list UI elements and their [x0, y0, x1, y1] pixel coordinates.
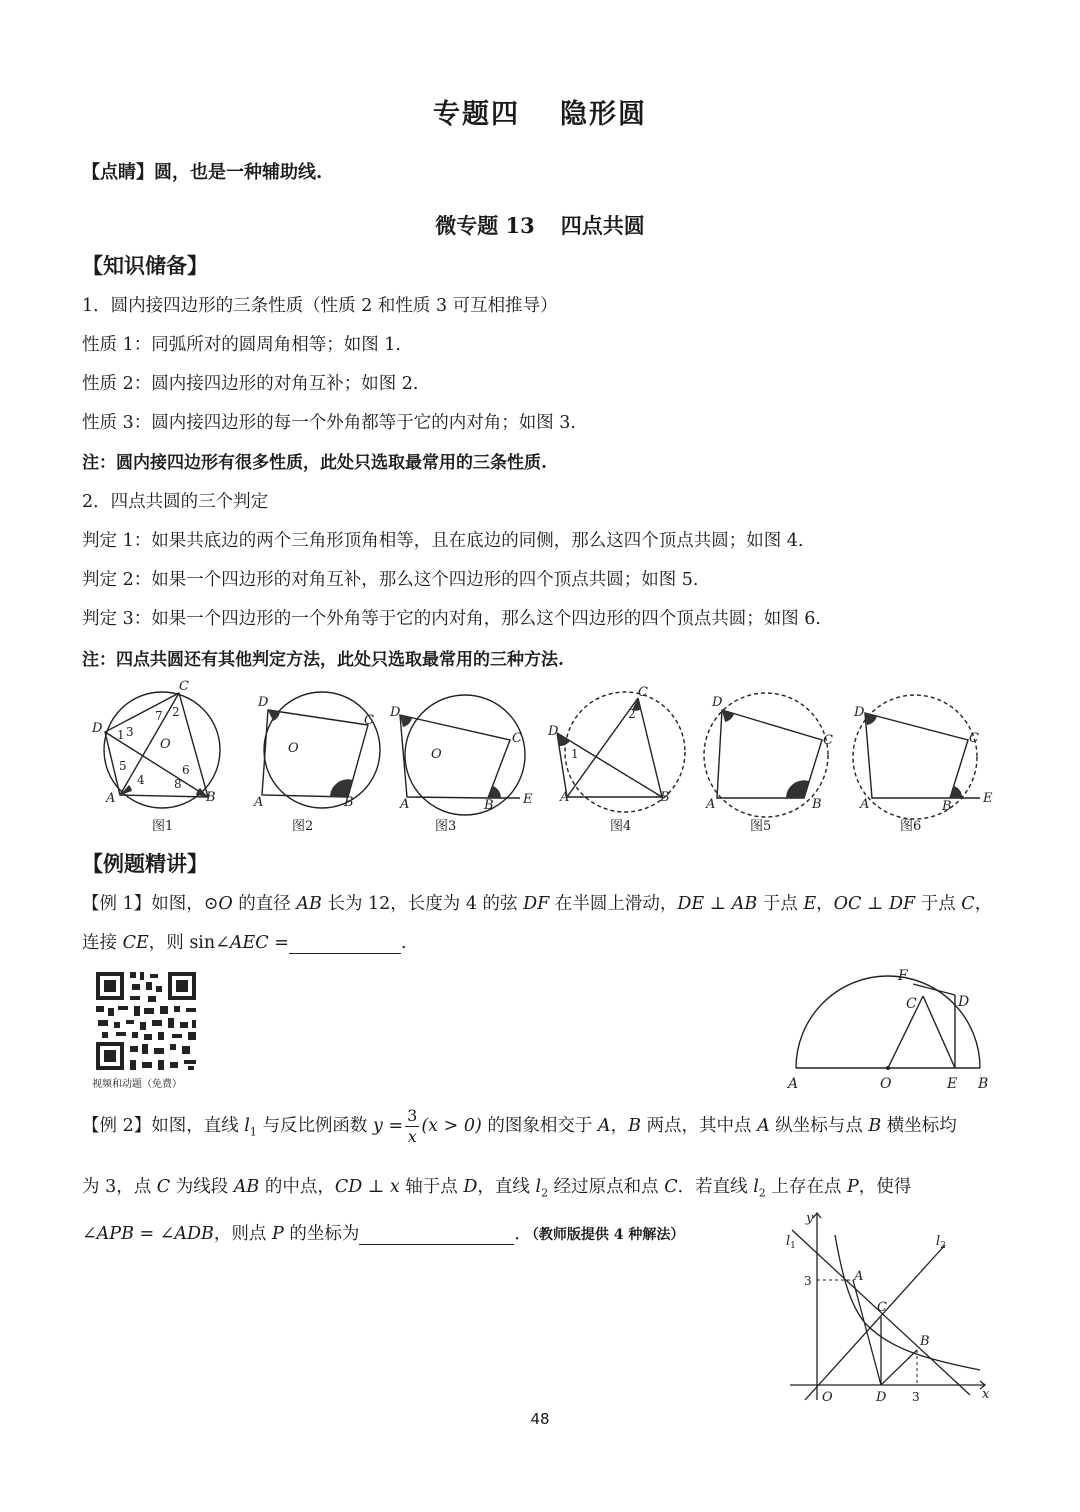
note-1: 注：圆内接四边形有很多性质，此处只选取最常用的三条性质.	[82, 453, 547, 473]
svg-text:l1: $l_1$	[786, 1234, 796, 1251]
svg-text:B: B	[812, 797, 822, 812]
qr-caption: 视频和动题（免费）	[92, 1079, 182, 1090]
subtitle: 微专题 13 四点共圆	[435, 213, 645, 238]
fraction-3-over-x: $\frac{3}{x}$	[407, 1106, 418, 1146]
svg-text:D: D	[92, 721, 103, 736]
svg-text:图2: 图2	[292, 819, 314, 834]
property-1: 性质 1：同弧所对的圆周角相等；如图 1.	[82, 335, 401, 355]
section-knowledge: 【知识储备】	[82, 253, 208, 278]
page-title: 专题四 隐形圆	[433, 99, 647, 130]
svg-text:7: 7	[155, 709, 163, 723]
svg-text:D: D	[712, 695, 723, 710]
tip-line: 【点睛】圆，也是一种辅助线.	[82, 162, 323, 183]
example1-line1: 【例 1】如图，⊙O 的直径 AB 长为 12，长度为 4 的弦 DF 在半圆上滑动，DE ⊥ AB 于点 E，OC ⊥ DF 于点 C，	[82, 894, 993, 914]
svg-text:A: A	[788, 1076, 799, 1092]
svg-text:l2: $l_2$	[936, 1234, 946, 1251]
note-2: 注：四点共圆还有其他判定方法，此处只选取最常用的三种方法.	[82, 650, 564, 670]
svg-text:2: 2	[172, 705, 180, 719]
svg-text:C: C	[823, 733, 833, 748]
property-2: 性质 2：圆内接四边形的对角互补；如图 2.	[82, 374, 419, 394]
svg-text:5: 5	[119, 759, 127, 773]
svg-text:B: B	[206, 790, 216, 805]
example2-graph	[780, 1205, 995, 1405]
svg-text:A: A	[254, 795, 264, 810]
knowledge-heading-1: 1．圆内接四边形的三条性质（性质 2 和性质 3 可互相推导）	[82, 296, 558, 316]
svg-text:E: E	[523, 792, 533, 807]
svg-text:D: D	[876, 1390, 887, 1405]
svg-text:图4: 图4	[610, 819, 632, 834]
svg-text:D: D	[258, 695, 269, 710]
svg-text:图1: 图1	[152, 819, 174, 834]
svg-text:C: C	[969, 731, 979, 746]
svg-text:D: D	[854, 705, 865, 720]
svg-text:O: O	[822, 1390, 833, 1405]
property-3: 性质 3：圆内接四边形的每一个外角都等于它的内对角；如图 3.	[82, 413, 576, 433]
example2-line2: 为 3，点 C 为线段 AB 的中点，CD ⊥ x 轴于点 D，直线 $l_2$ 经过原点和点 C．若直线 $l_2$ 上存在点 P，使得	[82, 1177, 912, 1200]
judgement-2: 判定 2：如果一个四边形的对角互补，那么这个四边形的四个顶点共圆；如图 5.	[82, 570, 699, 590]
page-number: 48	[530, 1410, 550, 1428]
svg-text:3: 3	[126, 725, 134, 739]
svg-text:B: B	[978, 1076, 989, 1092]
svg-text:A: A	[400, 797, 410, 812]
svg-text:C: C	[179, 680, 189, 694]
example1-line2: 连接 CE，则 sin∠AEC = .	[82, 933, 407, 953]
svg-text:图6: 图6	[900, 819, 922, 834]
svg-text:C: C	[877, 1300, 887, 1315]
svg-text:1: 1	[117, 728, 125, 742]
svg-text:B: B	[484, 798, 494, 813]
svg-text:图5: 图5	[750, 819, 772, 834]
svg-text:C: C	[906, 996, 917, 1012]
svg-text:C: C	[638, 685, 648, 700]
svg-text:B: B	[920, 1334, 930, 1349]
example2-line1: 【例 2】如图，直线 $l_1$ 与反比例函数 y = $\frac{3}{x}$ (x > 0) 的图象相交于 A，B 两点，其中点 A 纵坐标与点 B 横坐标均	[82, 1106, 957, 1146]
svg-text:D: D	[958, 994, 970, 1010]
svg-text:C: C	[364, 713, 374, 728]
svg-text:8: 8	[174, 777, 182, 791]
svg-text:D: D	[548, 724, 559, 739]
svg-text:E: E	[947, 1076, 958, 1092]
svg-text:B: B	[660, 790, 670, 805]
figures-row	[80, 680, 1010, 840]
judgement-3: 判定 3：如果一个四边形的一个外角等于它的内对角，那么这个四边形的四个顶点共圆；如图 6.	[82, 609, 821, 629]
svg-text:A: A	[106, 791, 116, 806]
svg-text:3: 3	[912, 1390, 920, 1404]
svg-text:图3: 图3	[435, 819, 457, 834]
svg-text:A: A	[860, 797, 870, 812]
svg-text:O: O	[880, 1076, 892, 1092]
qr-code	[92, 968, 204, 1074]
knowledge-heading-2: 2．四点共圆的三个判定	[82, 492, 269, 512]
svg-text:A: A	[560, 790, 570, 805]
svg-text:B: B	[344, 795, 354, 810]
answer-blank-2[interactable]	[359, 1226, 514, 1245]
svg-text:2: 2	[628, 707, 636, 721]
svg-text:A: A	[854, 1269, 864, 1284]
svg-text:B: B	[942, 799, 952, 814]
answer-blank-1[interactable]	[289, 935, 401, 954]
svg-text:D: D	[390, 705, 401, 720]
svg-text:O: O	[160, 737, 171, 752]
svg-text:y: y	[806, 1211, 814, 1226]
svg-text:F: F	[898, 968, 908, 984]
section-examples: 【例题精讲】	[82, 851, 208, 876]
svg-text:C: C	[512, 731, 522, 746]
example1-figure	[780, 962, 1005, 1097]
svg-text:3: 3	[804, 1274, 812, 1288]
svg-text:4: 4	[137, 773, 145, 787]
svg-text:O: O	[288, 741, 299, 756]
svg-text:E: E	[983, 791, 993, 806]
example2-line3: ∠APB = ∠ADB，则点 P 的坐标为 ．（教师版提供 4 种解法）	[82, 1224, 685, 1244]
svg-text:A: A	[706, 797, 716, 812]
svg-text:1: 1	[571, 747, 579, 761]
svg-text:x: x	[982, 1387, 990, 1402]
svg-text:O: O	[431, 747, 442, 762]
svg-text:6: 6	[182, 763, 190, 777]
judgement-1: 判定 1：如果共底边的两个三角形顶角相等，且在底边的同侧，那么这四个顶点共圆；如图 4.	[82, 531, 804, 551]
